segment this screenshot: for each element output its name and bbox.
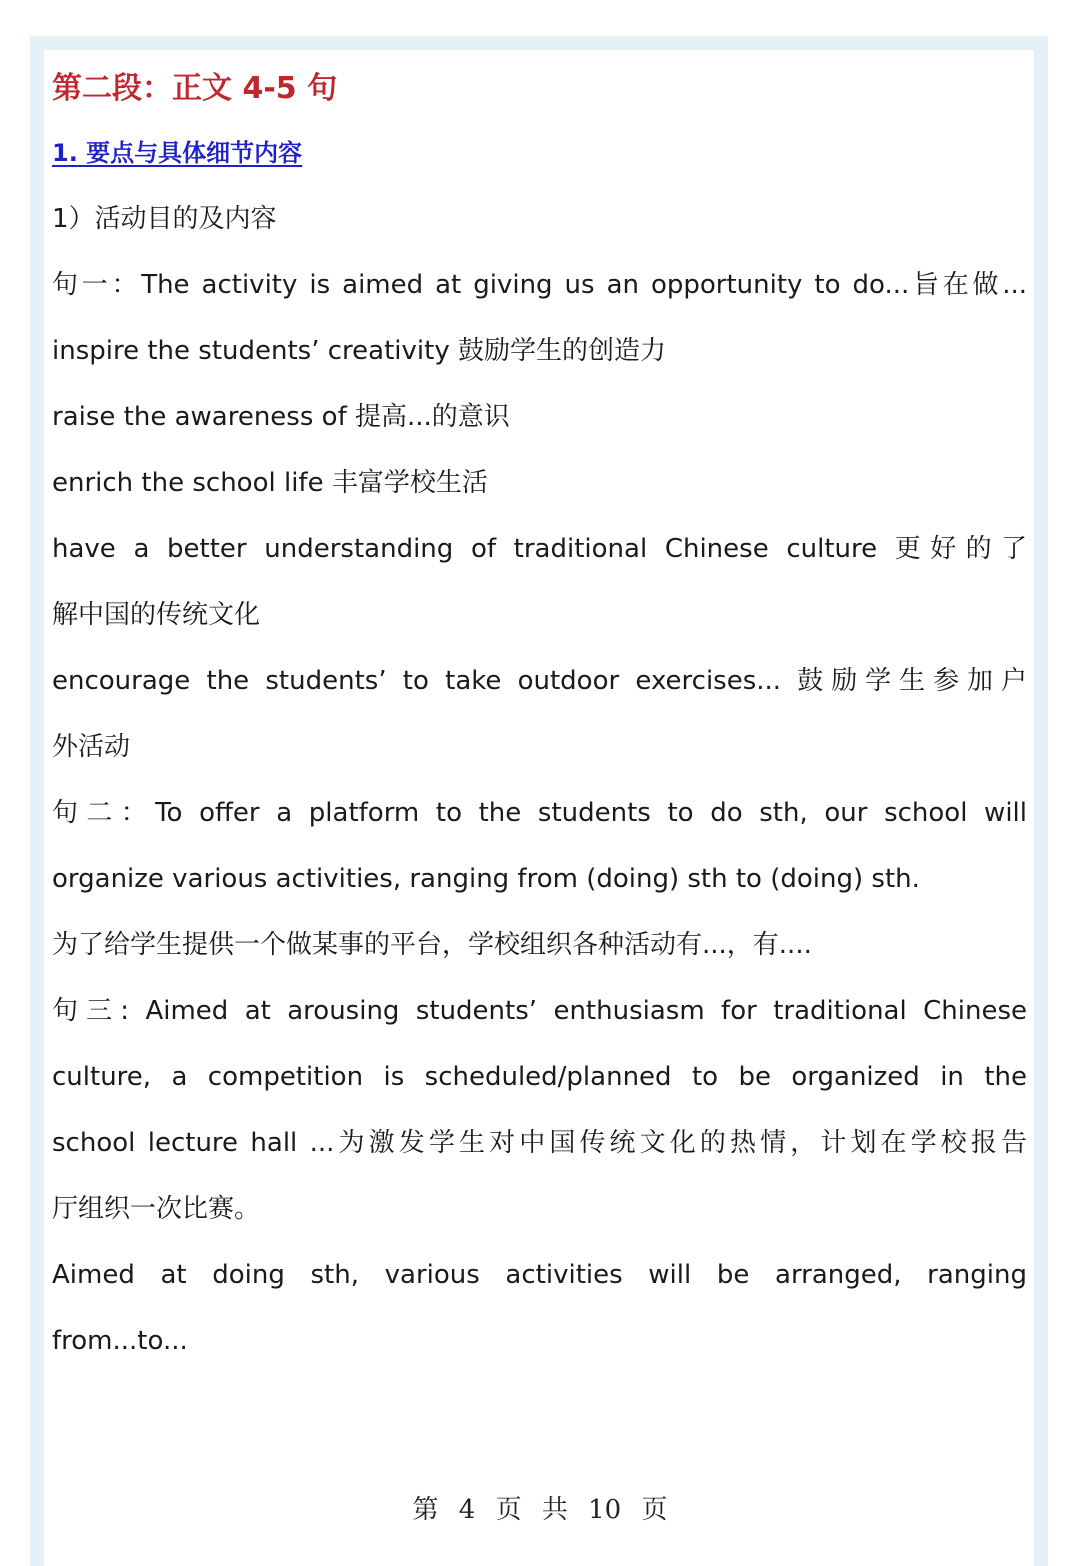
text-line: Aimed at doing sth, various activities will be arranged, ranging bbox=[52, 1260, 1027, 1290]
text-line: 厅组织一次比赛。 bbox=[52, 1194, 261, 1224]
text-line: encourage the students’ to take outdoor exercises... 鼓励学生参加户 bbox=[52, 666, 1027, 696]
text-line: inspire the students’ creativity 鼓励学生的创造力 bbox=[52, 336, 666, 366]
text-line: 句一：The activity is aimed at giving us an opportunity to do...旨在做... bbox=[52, 270, 1027, 300]
text-line: have a better understanding of traditional Chinese culture 更好的了 bbox=[52, 534, 1027, 564]
text-line: 句二：To offer a platform to the students to do sth, our school will bbox=[52, 798, 1027, 828]
text-line: culture, a competition is scheduled/planned to be organized in the bbox=[52, 1062, 1027, 1092]
text-line: 为了给学生提供一个做某事的平台，学校组织各种活动有...，有.... bbox=[52, 930, 812, 960]
text-line: 句三: Aimed at arousing students’ enthusiasm for traditional Chinese bbox=[52, 996, 1027, 1026]
document-content bbox=[52, 64, 1027, 1374]
section-title: 第二段：正文 4-5 句 bbox=[52, 71, 338, 106]
text-line: 外活动 bbox=[52, 732, 131, 762]
text-line: from...to... bbox=[52, 1326, 188, 1356]
subtitle-text: 1. 要点与具体细节内容 bbox=[52, 139, 303, 167]
subtitle bbox=[52, 122, 1027, 184]
text-line: school lecture hall ...为激发学生对中国传统文化的热情，计划在学校报告 bbox=[52, 1128, 1027, 1158]
text-line: 解中国的传统文化 bbox=[52, 600, 261, 630]
text-line: raise the awareness of 提高...的意识 bbox=[52, 402, 510, 432]
text-line: 1）活动目的及内容 bbox=[52, 204, 277, 234]
page-number: 第 4 页 共 10 页 bbox=[412, 1495, 668, 1525]
text-line: organize various activities, ranging from (doing) sth to (doing) sth. bbox=[52, 864, 920, 894]
text-line: enrich the school life 丰富学校生活 bbox=[52, 468, 488, 498]
